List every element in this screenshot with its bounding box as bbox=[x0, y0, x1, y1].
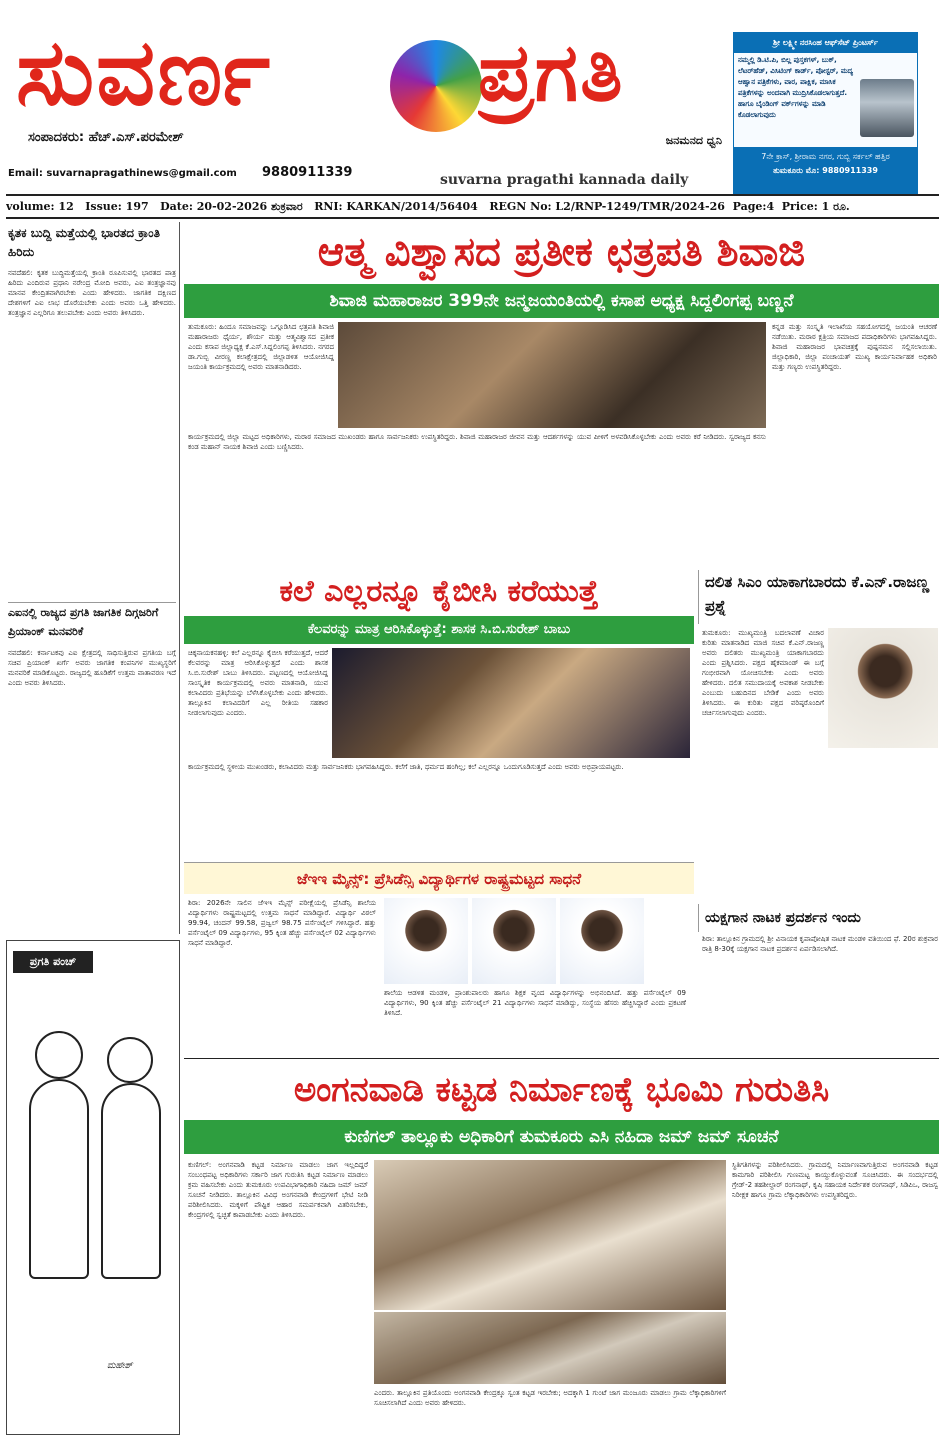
issue: Issue: 197 bbox=[85, 200, 149, 213]
ad-body: ನಮ್ಮಲ್ಲಿ ಡಿ.ಟಿ.ಪಿ, ಬಿಲ್ಲ ಪುಸ್ತಕಗಳ್, ಬುಕ್, ಲೆಟರ್‌ಹೆಡ್, ವಿಸಿಟಿಂಗ್ ಕಾರ್ಡ್, ಪೋಸ್ಟರ್, ಮದ್ಯ ಆಹ್ವಾನ ಪತ್ರಿಕೆಗಳು, ವಾರ, ಪಾಕ್ಷಿಕ, ಮಾಸಿಕ ಪತ್ರಿಕೆಗಳನ್ನು ಅಂದವಾಗಿ ಮುದ್ರಿಸಿಕೊಡಲಾಗುತ್ತದೆ. ಹಾಗೂ ಬೈಂಡಿಂಗ್ ವರ್ಕ್‌ಗಳನ್ನು ಮಾಡಿ ಕೊಡಲಾಗುವುದು bbox=[738, 56, 854, 119]
story3-body-left: ಶಿರಾ: 2026ನೇ ಸಾಲಿನ ಜೆಇಇ ಮೈನ್ಸ್ ಪರೀಕ್ಷೆಯಲ್ಲಿ ಪ್ರೆಸಿಡೆನ್ಸಿ ಶಾಲೆಯ ವಿದ್ಯಾರ್ಥಿಗಳು ರಾಷ್ಟ್ರಮಟ್ಟದಲ್ಲಿ ಉತ್ತಮ ಸಾಧನೆ ಮಾಡಿದ್ದಾರೆ. ವಿದ್ಯಾರ್ಥಿ ವಿಠಲ್ 99.94, ಚಂದನ್ 99.58, ಪ್ರಜ್ವಲ್ 98.75 ಪರ್ಸೆಂಟೈಲ್ ಗಳಿಸಿದ್ದಾರೆ. ಹತ್ತು ಪರ್ಸೆಂಟೈಲ್ 09 ವಿದ್ಯಾರ್ಥಿಗಳು, 95 ಕ್ಕಿಂತ ಹೆಚ್ಚು ಪರ್ಸೆಂಟೈಲ್ 02 ವಿದ್ಯಾರ್ಥಿಗಳು ಸಾಧನೆ ಮಾಡಿದ್ದಾರೆ. bbox=[188, 899, 376, 947]
story6-body-left: ಕುಣಿಗಲ್: ಅಂಗನವಾಡಿ ಕಟ್ಟಡ ನಿರ್ಮಾಣ ಮಾಡಲು ಜಾಗ ಇಲ್ಲದಿದ್ದರೆ ಸಂಬಂಧಪಟ್ಟ ಅಧಿಕಾರಿಗಳು ಸರ್ಕಾರಿ ಜಾಗ ಗುರುತಿಸಿ ಕಟ್ಟಡ ನಿರ್ಮಾಣ ಮಾಡಲು ಕ್ರಮ ವಹಿಸಬೇಕು ಎಂದು ತುಮಕೂರು ಉಪವಿಭಾಗಾಧಿಕಾರಿ ನಹಿದಾ ಜಮ್ ಜಮ್ ಸೂಚನೆ ನೀಡಿದರು. ತಾಲ್ಲೂಕಿನ ವಿವಿಧ ಅಂಗನವಾಡಿ ಕೇಂದ್ರಗಳಿಗೆ ಭೇಟಿ ನೀಡಿ ಪರಿಶೀಲಿಸಿದರು. ಮಕ್ಕಳಿಗೆ ಪೌಷ್ಟಿಕ ಆಹಾರ ಸಮರ್ಪಕವಾಗಿ ವಿತರಿಸಬೇಕು, ಕೇಂದ್ರಗಳಲ್ಲಿ ಸ್ವಚ್ಛತೆ ಕಾಪಾಡಬೇಕು ಎಂದು ತಿಳಿಸಿದರು. bbox=[188, 1161, 368, 1219]
page-number: Page:4 bbox=[732, 200, 775, 213]
printing-press-icon bbox=[860, 79, 914, 137]
student-photo-1 bbox=[384, 898, 468, 984]
story4-body-top: ತುಮಕೂರು: ಮುಖ್ಯಮಂತ್ರಿ ಬದಲಾವಣೆ ವಿಚಾರ ಕುರಿತು ಮಾತನಾಡಿದ ಮಾಜಿ ಸಚಿವ ಕೆ.ಎನ್.ರಾಜಣ್ಣ ಅವರು ದಲಿತರು ಮುಖ್ಯಮಂತ್ರಿ ಯಾಕಾಗಬಾರದು ಎಂದು ಪ್ರಶ್ನಿಸಿದರು. ಪಕ್ಷದ ಹೈಕಮಾಂಡ್ ಈ ಬಗ್ಗೆ ಗಂಭೀರವಾಗಿ ಯೋಚಿಸಬೇಕು ಎಂದು ಅವರು ಹೇಳಿದರು. ದಲಿತ ಸಮುದಾಯಕ್ಕೆ ಅವಕಾಶ ನೀಡಬೇಕು ಎಂಬುದು ಬಹುದಿನದ ಬೇಡಿಕೆ ಎಂದು ಅವರು ತಿಳಿಸಿದರು. ಈ ಕುರಿತು ಪಕ್ಷದ ವರಿಷ್ಠರೊಂದಿಗೆ ಚರ್ಚಿಸಲಾಗುವುದು ಎಂದರು. bbox=[702, 629, 824, 717]
ad-contact: ತುಮಕೂರು ಮೊ: 9880911339 bbox=[773, 166, 878, 175]
cartoon-box bbox=[6, 940, 180, 1435]
story6-photo-1 bbox=[374, 1160, 726, 1310]
info-bar bbox=[6, 197, 939, 217]
cartoon-title: ಪ್ರಗತಿ ಪಂಚ್ bbox=[13, 951, 93, 973]
story5-headline: ಯಕ್ಷಗಾನ ನಾಟಕ ಪ್ರದರ್ಶನ ಇಂದು bbox=[698, 904, 938, 932]
story6-body-bottom: ಎಂದರು. ತಾಲ್ಲೂಕಿನ ಪ್ರತಿಯೊಂದು ಅಂಗನವಾಡಿ ಕೇಂದ್ರಕ್ಕೂ ಸ್ವಂತ ಕಟ್ಟಡ ಇರಬೇಕು; ಅದಕ್ಕಾಗಿ 1 ಗುಂಟೆ ಜಾಗ ಮಂಜೂರು ಮಾಡಲು ಗ್ರಾಮ ಲೆಕ್ಕಾಧಿಕಾರಿಗಳಿಗೆ ಸೂಚಿಸಲಾಗಿದೆ ಎಂದು ಅವರು ಹೇಳಿದರು. bbox=[374, 1389, 726, 1407]
student-photo-2 bbox=[472, 898, 556, 984]
story2-subhead: ಕೆಲವರನ್ನು ಮಾತ್ರ ಆರಿಸಿಕೊಳ್ಳುತ್ತೆ: ಶಾಸಕ ಸಿ.ಬಿ.ಸುರೇಶ್ ಬಾಬು bbox=[184, 616, 694, 644]
date: Date: 20-02-2026 bbox=[160, 200, 268, 213]
price: Price: 1 ರೂ. bbox=[781, 200, 850, 213]
ad-title: ಶ್ರೀ ಲಕ್ಷ್ಮೀ ನರಸಿಂಹ ಆಫ್‌ಸೆಟ್ ಪ್ರಿಂಟರ್ಸ್ bbox=[734, 33, 917, 53]
student-photo-3 bbox=[560, 898, 644, 984]
story6-photo-2 bbox=[374, 1312, 726, 1384]
story6-body-right: ಸ್ಥಿತಿಗತಿಗಳನ್ನು ಪರಿಶೀಲಿಸಿದರು. ಗ್ರಾಮದಲ್ಲಿ ನಿರ್ಮಾಣವಾಗುತ್ತಿರುವ ಅಂಗನವಾಡಿ ಕಟ್ಟಡ ಕಾಮಗಾರಿ ಪರಿಶೀಲಿಸಿ ಗುಣಮಟ್ಟ ಕಾಯ್ದುಕೊಳ್ಳುವಂತೆ ಸೂಚಿಸಿದರು. ಈ ಸಂದರ್ಭದಲ್ಲಿ ಗ್ರೇಡ್-2 ತಹಶೀಲ್ದಾರ್ ರಂಗನಾಥ್, ಕೃಷಿ ಸಹಾಯಕ ನಿರ್ದೇಶಕ ರಂಗನಾಥ್, ಸಿಡಿಪಿಒ, ರಾಜಸ್ವ ನಿರೀಕ್ಷಕ ಹಾಗೂ ಗ್ರಾಮ ಲೆಕ್ಕಾಧಿಕಾರಿಗಳು ಉಪಸ್ಥಿತರಿದ್ದರು. bbox=[732, 1161, 938, 1199]
tagline-english: suvarna pragathi kannada daily bbox=[440, 172, 689, 188]
cartoon-figure-right-body-icon bbox=[101, 1083, 161, 1279]
regn-number: REGN No: L2/RNP-1249/TMR/2024-26 bbox=[489, 200, 725, 213]
masthead-title-left: ಸುವರ್ಣ bbox=[16, 19, 273, 126]
phone-number: 9880911339 bbox=[262, 165, 353, 180]
left-head-priyank: ಎಐನಲ್ಲಿ ರಾಜ್ಯದ ಪ್ರಗತಿ ಜಾಗತಿಕ ದಿಗ್ಗಜರಿಗೆ ಪ್ರಿಯಾಂಕ್ ಮನವರಿಕೆ bbox=[8, 602, 176, 644]
info-bar-top-rule bbox=[6, 194, 939, 196]
info-bar-bottom-rule bbox=[6, 217, 939, 219]
story2-headline: ಕಲೆ ಎಲ್ಲರನ್ನೂ ಕೈಬೀಸಿ ಕರೆಯುತ್ತೆ bbox=[279, 574, 599, 609]
story3-body-right: ಶಾಲೆಯ ಆಡಳಿತ ಮಂಡಳಿ, ಪ್ರಾಂಶುಪಾಲರು ಹಾಗೂ ಶಿಕ್ಷಕ ವೃಂದ ವಿದ್ಯಾರ್ಥಿಗಳನ್ನು ಅಭಿನಂದಿಸಿದೆ. ಹತ್ತು ಪರ್ಸೆಂಟೈಲ್ 09 ವಿದ್ಯಾರ್ಥಿಗಳು, 90 ಕ್ಕಿಂತ ಹೆಚ್ಚು ಪರ್ಸೆಂಟೈಲ್ 21 ವಿದ್ಯಾರ್ಥಿಗಳು ಸಾಧನೆ ಮಾಡಿದ್ದು, ಸಂಸ್ಥೆಯ ಹೆಸರು ಹೆಚ್ಚಿಸಿದ್ದಾರೆ ಎಂದು ಪ್ರಕಟಣೆ ತಿಳಿಸಿದೆ. bbox=[384, 989, 686, 1017]
rajanna-photo bbox=[828, 628, 938, 748]
editor-line: ಸಂಪಾದಕರು: ಹೆಚ್.ಎಸ್.ಪರಮೇಶ್ bbox=[28, 130, 184, 145]
lead-photo bbox=[338, 322, 766, 428]
left-body-ai: ನವದೆಹಲಿ: ಕೃತಕ ಬುದ್ಧಿಮತ್ತೆಯಲ್ಲಿ ಕ್ರಾಂತಿ ರೂಪಿಸುವಲ್ಲಿ ಭಾರತದ ಪಾತ್ರ ಹಿರಿದು ಎಂದಿರುವ ಪ್ರಧಾನಿ ನರೇಂದ್ರ ಮೋದಿ ಅವರು, ಎಐ ತಂತ್ರಜ್ಞಾನವು ಮಾನವ ಕೇಂದ್ರಿತವಾಗಿರಬೇಕು ಎಂದು ಹೇಳಿದರು. ಜಾಗತಿಕ ದಕ್ಷಿಣದ ದೇಶಗಳಿಗೆ ಎಐ ಲಾಭ ದೊರೆಯಬೇಕು ಎಂದು ಅವರು ಒತ್ತಿ ಹೇಳಿದರು. ತಂತ್ರಜ್ಞಾನ ಎಲ್ಲರಿಗೂ ತಲುಪಬೇಕು ಎಂದು ಅವರು ತಿಳಿಸಿದರು. bbox=[8, 269, 176, 317]
ad-address: 7ನೇ ಕ್ರಾಸ್, ಶ್ರೀರಾಮ ನಗರ, ಗುಬ್ಬಿ ಸರ್ಕಲ್ ಹತ್ತಿರ bbox=[761, 152, 890, 161]
story4-body-cont bbox=[702, 782, 938, 902]
cartoon-figure-left-head-icon bbox=[35, 1031, 83, 1079]
story5-body: ಶಿರಾ: ತಾಲ್ಲೂಕಿನ ಗ್ರಾಮದಲ್ಲಿ ಶ್ರೀ ವಿನಾಯಕ ಕೃಪಾಪೋಷಿತ ನಾಟಕ ಮಂಡಳಿ ವತಿಯಿಂದ ಫೆ. 20ರ ಶುಕ್ರವಾರ ರಾತ್ರಿ 8-30ಕ್ಕೆ ಯಕ್ಷಗಾನ ನಾಟಕ ಪ್ರದರ್ಶನ ಏರ್ಪಡಿಸಲಾಗಿದೆ. bbox=[702, 935, 938, 953]
email-line[interactable]: Email: suvarnapragathinews@gmail.com bbox=[8, 168, 237, 179]
left-head-ai: ಕೃತಕ ಬುದ್ದಿ ಮತ್ತೆಯಲ್ಲಿ ಭಾರತದ ಕ್ರಾಂತಿ ಹಿರಿದು bbox=[8, 226, 160, 259]
printer-ad bbox=[733, 32, 918, 194]
weekday: ಶುಕ್ರವಾರ bbox=[270, 200, 303, 213]
story4-headline: ದಲಿತ ಸಿಎಂ ಯಾಕಾಗಬಾರದು ಕೆ.ಎನ್.ರಾಜಣ್ಣ ಪ್ರಶ್ನೆ bbox=[698, 570, 938, 624]
cartoon-figure-left-body-icon bbox=[29, 1079, 89, 1279]
story6-subhead: ಕುಣಿಗಲ್ ತಾಲ್ಲೂಕು ಅಧಿಕಾರಿಗೆ ತುಮಕೂರು ಎಸಿ ನಹಿದಾ ಜಮ್ ಜಮ್ ಸೂಚನೆ bbox=[184, 1120, 939, 1154]
cartoon-credit: ಮಹೇಶ್ bbox=[107, 1361, 133, 1371]
rni-number: RNI: KARKAN/2014/56404 bbox=[314, 200, 478, 213]
story2-photo bbox=[332, 648, 690, 758]
lead-body-right: ಕನ್ನಡ ಮತ್ತು ಸಂಸ್ಕೃತಿ ಇಲಾಖೆಯ ಸಹಯೋಗದಲ್ಲಿ ಜಯಂತಿ ಆಚರಣೆ ನಡೆಯಿತು. ಮರಾಠ ಕ್ಷತ್ರಿಯ ಸಮಾಜದ ಪದಾಧಿಕಾರಿಗಳು ಭಾಗವಹಿಸಿದ್ದರು. ಶಿವಾಜಿ ಮಹಾರಾಜರ ಭಾವಚಿತ್ರಕ್ಕೆ ಪುಷ್ಪನಮನ ಸಲ್ಲಿಸಲಾಯಿತು. ಜಿಲ್ಲಾಧಿಕಾರಿ, ಜಿಲ್ಲಾ ಪಂಚಾಯತ್ ಮುಖ್ಯ ಕಾರ್ಯನಿರ್ವಾಹಕ ಅಧಿಕಾರಿ ಮತ್ತು ಗಣ್ಯರು ಉಪಸ್ಥಿತರಿದ್ದರು. bbox=[772, 323, 937, 371]
left-column bbox=[6, 222, 180, 934]
story2-body-bottom: ಕಾರ್ಯಕ್ರಮದಲ್ಲಿ ಸ್ಥಳೀಯ ಮುಖಂಡರು, ಕಲಾವಿದರು ಮತ್ತು ಸಾರ್ವಜನಿಕರು ಭಾಗವಹಿಸಿದ್ದರು. ಕಲೆಗೆ ಜಾತಿ, ಧರ್ಮದ ಹಂಗಿಲ್ಲ; ಕಲೆ ಎಲ್ಲರನ್ನೂ ಒಂದುಗೂಡಿಸುತ್ತದೆ ಎಂದು ಅವರು ಅಭಿಪ್ರಾಯಪಟ್ಟರು. bbox=[188, 763, 624, 771]
cartoon-figure-right-head-icon bbox=[107, 1037, 153, 1083]
ad-footer bbox=[734, 147, 917, 193]
brand-logo-icon bbox=[390, 40, 482, 132]
tagline-kannada: ಜನಮನದ ಧ್ವನಿ bbox=[665, 134, 722, 147]
left-body-priyank: ನವದೆಹಲಿ: ಕರ್ನಾಟಕವು ಎಐ ಕ್ಷೇತ್ರದಲ್ಲಿ ಸಾಧಿಸುತ್ತಿರುವ ಪ್ರಗತಿಯ ಬಗ್ಗೆ ಸಚಿವ ಪ್ರಿಯಾಂಕ್ ಖರ್ಗೆ ಅವರು ಜಾಗತಿಕ ಕಂಪನಿಗಳ ಮುಖ್ಯಸ್ಥರಿಗೆ ಮನವರಿಕೆ ಮಾಡಿಕೊಟ್ಟರು. ರಾಜ್ಯದಲ್ಲಿ ಹೂಡಿಕೆಗೆ ಉತ್ತಮ ವಾತಾವರಣ ಇದೆ ಎಂದು ಅವರು ತಿಳಿಸಿದರು. bbox=[8, 649, 176, 687]
lead-body-left: ತುಮಕೂರು: ಹಿಂದೂ ಸಮಾಜವನ್ನು ಒಗ್ಗೂಡಿಸಿದ ಛತ್ರಪತಿ ಶಿವಾಜಿ ಮಹಾರಾಜರು ಧೈರ್ಯ, ಶೌರ್ಯ ಮತ್ತು ಆತ್ಮವಿಶ್ವಾಸದ ಪ್ರತೀಕ ಎಂದು ಕಸಾಪ ಜಿಲ್ಲಾಧ್ಯಕ್ಷ ಕೆ.ಎಸ್.ಸಿದ್ದಲಿಂಗಪ್ಪ ತಿಳಿಸಿದರು. ನಗರದ ಡಾ.ಗುಬ್ಬಿ ವೀರಣ್ಣ ಕಲಾಕ್ಷೇತ್ರದಲ್ಲಿ ಜಿಲ್ಲಾಡಳಿತ ಆಯೋಜಿಸಿದ್ದ ಜಯಂತಿ ಕಾರ್ಯಕ್ರಮದಲ್ಲಿ ಅವರು ಮಾತನಾಡಿದರು. bbox=[188, 323, 334, 371]
story3-headline: ಜೆಇಇ ಮೈನ್ಸ್: ಪ್ರೆಸಿಡೆನ್ಸಿ ವಿದ್ಯಾರ್ಥಿಗಳ ರಾಷ್ಟ್ರಮಟ್ಟದ ಸಾಧನೆ bbox=[184, 862, 694, 894]
lead-body-bottom: ಕಾರ್ಯಕ್ರಮದಲ್ಲಿ ಜಿಲ್ಲಾ ಮಟ್ಟದ ಅಧಿಕಾರಿಗಳು, ಮರಾಠ ಸಮಾಜದ ಮುಖಂಡರು ಹಾಗೂ ಸಾರ್ವಜನಿಕರು ಉಪಸ್ಥಿತರಿದ್ದರು. ಶಿವಾಜಿ ಮಹಾರಾಜರ ಜೀವನ ಮತ್ತು ಆದರ್ಶಗಳನ್ನು ಯುವ ಪೀಳಿಗೆ ಅಳವಡಿಸಿಕೊಳ್ಳಬೇಕು ಎಂದು ಅವರು ಕರೆ ನೀಡಿದರು. ಸ್ವರಾಜ್ಯದ ಕನಸು ಕಂಡ ಮಹಾನ್ ನಾಯಕ ಶಿವಾಜಿ ಎಂದು ಬಣ್ಣಿಸಿದರು. bbox=[188, 433, 766, 451]
story6-top-rule bbox=[184, 1058, 939, 1059]
story2-body-left: ಚಿಕ್ಕನಾಯಕನಹಳ್ಳಿ: ಕಲೆ ಎಲ್ಲರನ್ನೂ ಕೈಬೀಸಿ ಕರೆಯುತ್ತದೆ, ಆದರೆ ಕೆಲವರನ್ನು ಮಾತ್ರ ಆರಿಸಿಕೊಳ್ಳುತ್ತದೆ ಎಂದು ಶಾಸಕ ಸಿ.ಬಿ.ಸುರೇಶ್ ಬಾಬು ತಿಳಿಸಿದರು. ಪಟ್ಟಣದಲ್ಲಿ ಆಯೋಜಿಸಿದ್ದ ಸಾಂಸ್ಕೃತಿಕ ಕಾರ್ಯಕ್ರಮದಲ್ಲಿ ಅವರು ಮಾತನಾಡಿ, ಯುವ ಕಲಾವಿದರು ಪ್ರತಿಭೆಯನ್ನು ಬೆಳೆಸಿಕೊಳ್ಳಬೇಕು ಎಂದು ಹೇಳಿದರು. ತಾಲ್ಲೂಕಿನ ಕಲಾವಿದರಿಗೆ ಎಲ್ಲ ರೀತಿಯ ಸಹಕಾರ ನೀಡಲಾಗುವುದು ಎಂದರು. bbox=[188, 649, 328, 717]
volume: volume: 12 bbox=[6, 200, 74, 213]
story6-headline: ಅಂಗನವಾಡಿ ಕಟ್ಟಡ ನಿರ್ಮಾಣಕ್ಕೆ ಭೂಮಿ ಗುರುತಿಸಿ bbox=[293, 1070, 830, 1110]
lead-subhead: ಶಿವಾಜಿ ಮಹಾರಾಜರ 399ನೇ ಜನ್ಮಜಯಂತಿಯಲ್ಲಿ ಕಸಾಪ ಅಧ್ಯಕ್ಷ ಸಿದ್ದಲಿಂಗಪ್ಪ ಬಣ್ಣನೆ bbox=[184, 284, 939, 318]
lead-headline: ಆತ್ಮ ವಿಶ್ವಾಸದ ಪ್ರತೀಕ ಛತ್ರಪತಿ ಶಿವಾಜಿ bbox=[317, 229, 806, 275]
masthead-title-right: ಪ್ರಗತಿ bbox=[478, 26, 625, 119]
